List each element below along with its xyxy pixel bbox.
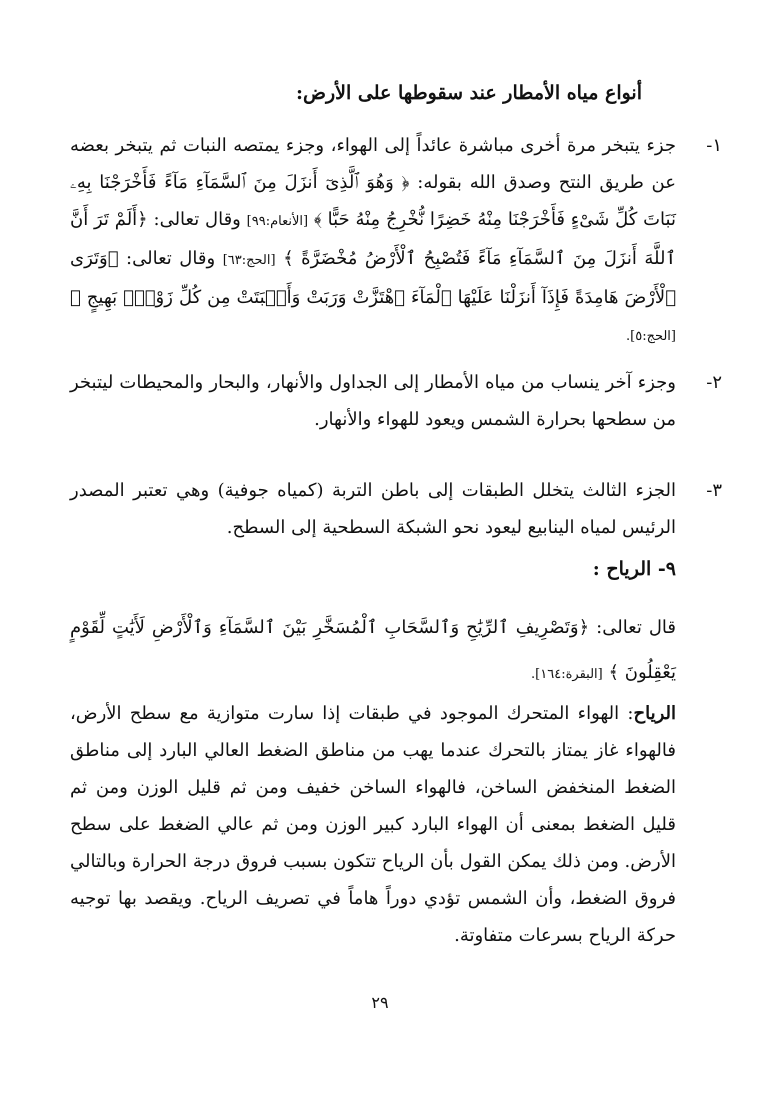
verse-reference-baqarah: [البقرة:١٦٤]. — [531, 667, 603, 682]
item-1-text-c: وقال تعالى: — [118, 248, 216, 269]
list-item-number: ٢- — [706, 372, 722, 393]
definition-term: الرياح — [633, 703, 676, 724]
winds-quote — [70, 605, 676, 697]
item-2-text: وجزء آخر ينساب من مياه الأمطار إلى الجداول والأنهار، والبحار والمحيطات ليتبخر من سطحها بحرارة الشمس ويعود للهواء والأنهار. — [70, 372, 676, 430]
page-number: ٢٩ — [371, 993, 389, 1012]
winds-section-title: ٩- الرياح : — [592, 558, 676, 580]
list-item-3 — [70, 472, 722, 546]
item-1-text-a: جزء يتبخر مرة أخرى مباشرة عائداً إلى الهواء، وجزء يمتصه النبات ثم يتبخر بعضه عن طريق النتح وصدق الله بقوله: — [70, 135, 676, 193]
item-1-text-b: وقال تعالى: — [147, 209, 241, 230]
item-3-text: الجزء الثالث يتخلل الطبقات إلى باطن التربة (كمياه جوفية) وهي تعتبر المصدر الرئيس لمياه الينابيع ليعود نحو الشبكة السطحية إلى السطح. — [70, 480, 676, 538]
quran-verse-hajj-63: ﴿أَلَمْ تَرَ أَنَّ ٱللَّهَ أَنزَلَ مِنَ ٱلسَّمَآءِ مَآءً فَتُصْبِحُ ٱلْأَرْضُ مُخْضَرَّةً ﴾ — [70, 209, 676, 269]
list-item-number: ١- — [706, 135, 722, 156]
quran-verse-hajj-5: ﴿وَتَرَى ٱلْأَرْضَ هَامِدَةً فَإِذَآ أَنزَلْنَا عَلَيْهَا ٱلْمَآءَ ٱهْتَزَّتْ وَرَبَتْ وَأَنۢبَتَتْ مِن كُلِّ زَوْجٍۭ بَهِيجٍ ﴾ — [70, 248, 676, 308]
rain-types-heading: أنواع مياه الأمطار عند سقوطها على الأرض: — [296, 82, 642, 104]
list-item-number: ٣- — [706, 480, 722, 501]
list-item-2 — [70, 364, 722, 438]
quran-verse-anam: ﴿ وَهُوَ ٱلَّذِىٓ أَنزَلَ مِنَ ٱلسَّمَآءِ مَآءً فَأَخْرَجْنَا بِهِۦ نَبَاتَ كُلِّ شَىْءٍ فَأَخْرَجْنَا مِنْهُ خَضِرًا نُّخْرِجُ مِنْهُ حَبًّا ﴾ — [70, 172, 676, 230]
list-item-1 — [70, 127, 722, 402]
verse-reference-hajj-63: [الحج:٦٣] — [222, 253, 276, 268]
verse-reference-hajj-5: [الحج:٥]. — [625, 329, 676, 344]
verse-reference-anam: [الأنعام:٩٩] — [246, 214, 309, 229]
winds-definition-paragraph — [70, 695, 676, 954]
quote-intro: قال تعالى: — [589, 617, 677, 638]
quran-verse-baqarah: ﴿وَتَصْرِيفِ ٱلرِّيَٰحِ وَٱلسَّحَابِ ٱلْمُسَخَّرِ بَيْنَ ٱلسَّمَآءِ وَٱلْأَرْضِ لَأَيَٰتٍ لِّقَوْمٍ يَعْقِلُونَ ﴾ — [70, 617, 676, 683]
definition-text: : الهواء المتحرك الموجود في طبقات إذا سارت متوازية مع سطح الأرض، فالهواء غاز يمتاز بالتحرك عندما يهب من مناطق الضغط العالي البارد إلى مناطق الضغط المنخفض الساخن، فالهواء الساخن خفيف ومن ثم قليل الوزن ومن ثم قليل الضغط بمعنى أن الهواء البارد كبير الوزن ومن ثم عالي الضغط على سطح الأرض. ومن ذلك يمكن القول بأن الرياح تتكون بسبب فروق درجة الحرارة وبالتالي فروق الضغط، وأن الشمس تؤدي دوراً هاماً في تصريف الرياح. ويقصد بها توجيه حركة الرياح بسرعات متفاوتة. — [70, 703, 676, 946]
